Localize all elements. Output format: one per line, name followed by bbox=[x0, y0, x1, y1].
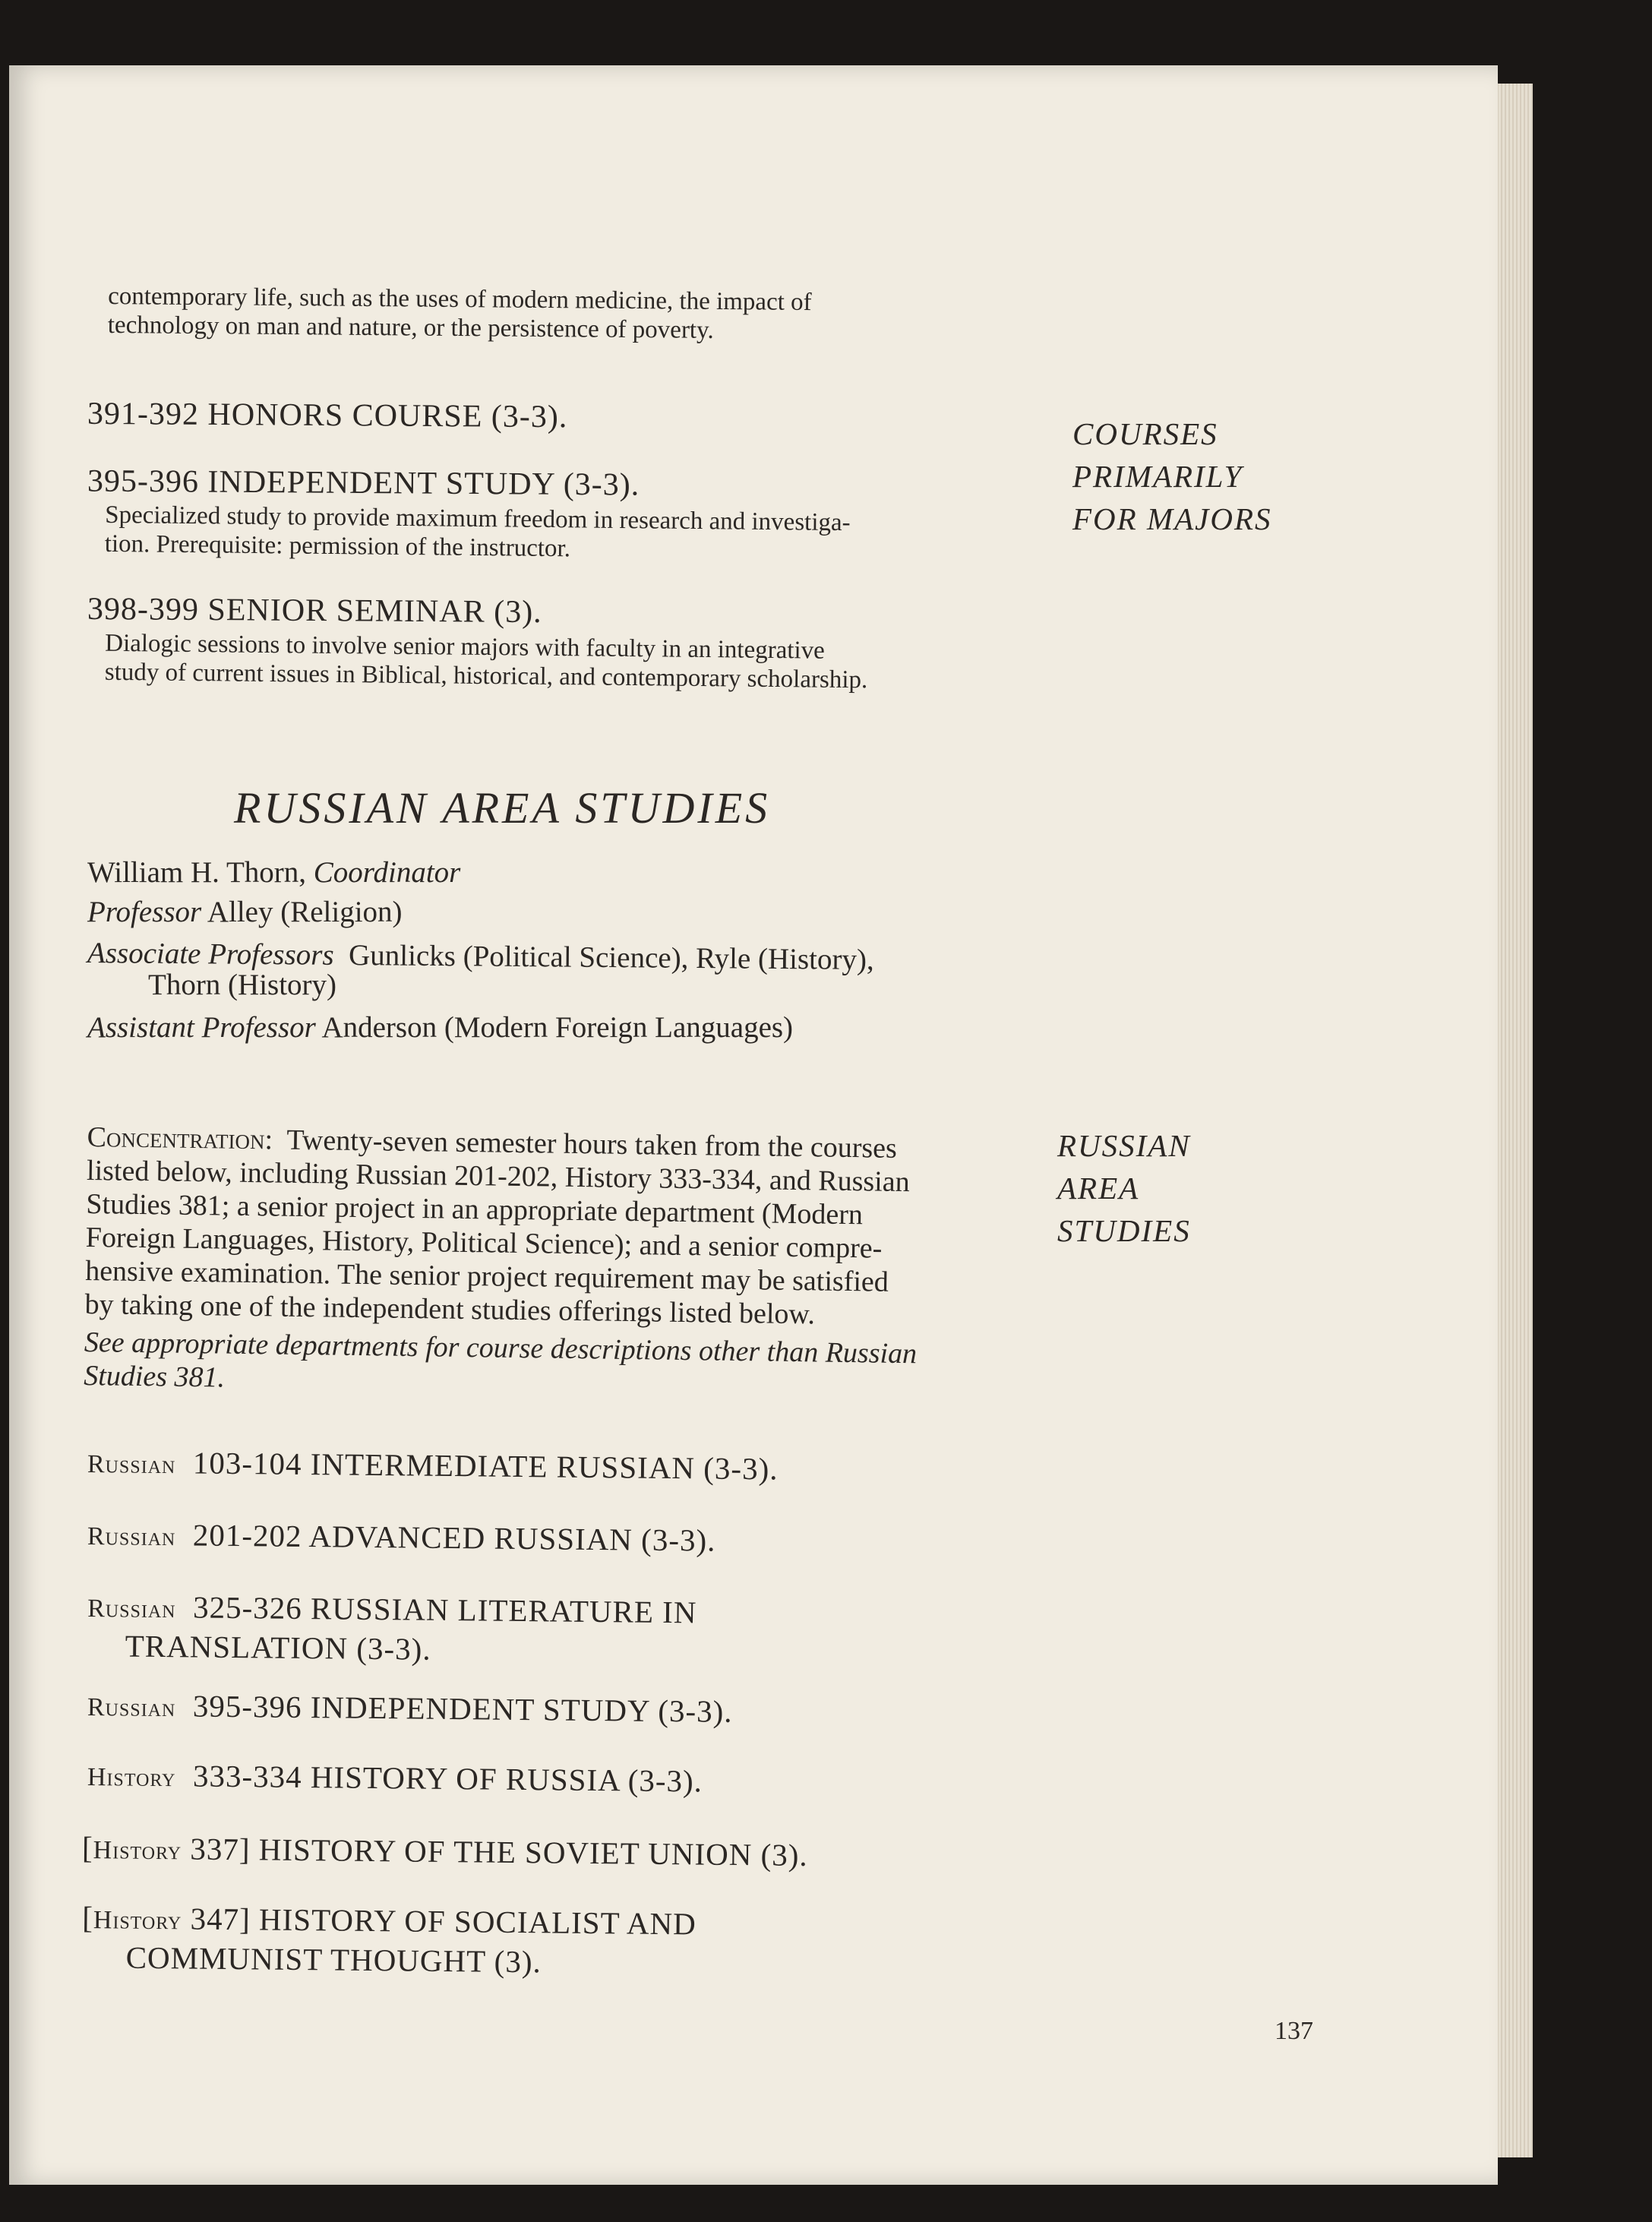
page-number: 137 bbox=[1275, 2017, 1313, 2045]
course-entry: Russian 201-202 ADVANCED RUSSIAN (3-3). bbox=[87, 1517, 716, 1558]
staff-professor: Professor Alley (Religion) bbox=[87, 896, 403, 928]
concentration-paragraph: Concentration: Twenty-seven semester hours taken from the courses listed below, including Russian 201-202, History 333-334, and Russian Studies 381; a senior project in an appropriate department (Modern Foreign Languages, History, Political Science); and a senior compre- hensive examination. The senior project requirement may be satisfied by taking one of the independent studies offerings listed below. See appropriate departments for course descriptions other than Russian Studies 381. bbox=[84, 1120, 920, 1404]
course-title: 395-396 INDEPENDENT STUDY (3-3). bbox=[87, 463, 640, 503]
staff-coordinator: William H. Thorn, Coordinator bbox=[87, 856, 461, 889]
side-heading-courses-primarily-for-majors: COURSES PRIMARILY FOR MAJORS bbox=[1072, 416, 1272, 536]
course-entry: Russian 103-104 INTERMEDIATE RUSSIAN (3-3). bbox=[87, 1445, 779, 1487]
side-heading-russian-area-studies: RUSSIAN AREA STUDIES bbox=[1057, 1128, 1191, 1248]
concentration-label: Concentration: bbox=[87, 1120, 273, 1156]
course-description: Specialized study to provide maximum freedom in research and investiga- tion. Prerequisite: permission of the instructor. bbox=[104, 501, 851, 563]
course-entry: Russian 395-396 INDEPENDENT STUDY (3-3). bbox=[87, 1688, 733, 1729]
concentration-note: See appropriate departments for course descriptions other than Russian Studies 381. bbox=[84, 1326, 918, 1394]
course-entry: [History 337] HISTORY OF THE SOVIET UNION (3). bbox=[81, 1830, 808, 1873]
staff-associate: Associate Professors Gunlicks (Political Science), Ryle (History), bbox=[87, 937, 874, 977]
section-title: RUSSIAN AREA STUDIES bbox=[234, 783, 771, 833]
course-description: Dialogic sessions to involve senior majors with faculty in an integrative study of current issues in Biblical, historical, and contemporary scholarship. bbox=[104, 629, 868, 694]
staff-list: William H. Thorn, Coordinator Professor Alley (Religion) Associate Professors Gunlicks (Political Science), Ryle (History), Thorn (History) Assistant Professor Anderson (Modern Foreign Languages) bbox=[87, 856, 874, 1044]
course-entry: History 333-334 HISTORY OF RUSSIA (3-3). bbox=[87, 1758, 703, 1799]
course-entry: Russian 325-326 RUSSIAN LITERATURE IN TRANSLATION (3-3). bbox=[87, 1589, 697, 1667]
staff-assistant: Assistant Professor Anderson (Modern Foreign Languages) bbox=[87, 1011, 794, 1044]
course-entry: [History 347] HISTORY OF SOCIALIST AND COMMUNIST THOUGHT (3). bbox=[82, 1900, 696, 1980]
course-title: 398-399 SENIOR SEMINAR (3). bbox=[87, 591, 542, 631]
intro-text: contemporary life, such as the uses of modern medicine, the impact of technology on man and nature, or the persistence of poverty. bbox=[107, 282, 812, 344]
course-title: 391-392 HONORS COURSE (3-3). bbox=[87, 396, 568, 435]
